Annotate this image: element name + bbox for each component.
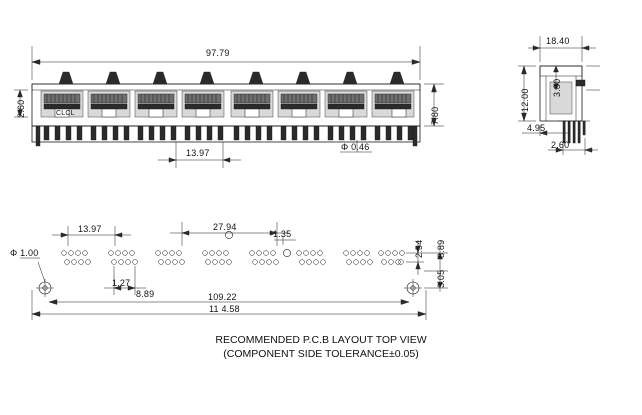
dim-overall-width: 97.79	[206, 48, 230, 58]
dim-side-height: 12.00	[520, 88, 530, 112]
dim-body-height-left: 2.60	[16, 99, 26, 118]
dim-hole-diameter: Φ 0.46	[341, 142, 370, 152]
dim-pcb-edge-to-row: 8.89	[436, 239, 446, 258]
dim-pcb-pitch-a: 13.97	[78, 224, 102, 234]
dim-side-width: 18.40	[546, 36, 570, 46]
front-view-pin-field	[44, 126, 413, 140]
dim-pcb-pin-pitch: 1.27	[112, 278, 131, 288]
caption-line-1: RECOMMENDED P.C.B LAYOUT TOP VIEW	[215, 334, 427, 346]
dim-pcb-pad-span: 109.22	[208, 292, 237, 302]
dim-pcb-edge-bottom: 3.05	[436, 269, 446, 288]
dim-side-lower-offset: 4.95	[527, 123, 546, 133]
dim-pcb-small-pitch: 1.35	[273, 229, 292, 239]
pcb-pad-groups	[62, 231, 405, 264]
caption-line-2: (COMPONENT SIDE TOLERANCE±0.05)	[223, 348, 419, 360]
dim-pcb-hole-dia: Φ 1.00	[10, 248, 39, 258]
dim-pcb-overall-span: 11 4.58	[209, 304, 240, 314]
front-view-latch-tabs	[59, 72, 404, 84]
dim-port-pitch-front: 13.97	[186, 148, 210, 158]
body-marking-label: CLCL	[56, 110, 75, 117]
dim-pcb-pin-group: 8.89	[136, 289, 155, 299]
dim-pcb-pitch-b: 27.94	[213, 222, 237, 232]
dim-body-height-right: 7.80	[430, 106, 440, 125]
dim-side-pin-span: 2.60	[551, 140, 570, 150]
dim-pcb-row-spacing: 2.54	[414, 239, 424, 258]
front-view-ports	[41, 91, 414, 117]
dim-side-top-step: 3.80	[552, 78, 562, 97]
